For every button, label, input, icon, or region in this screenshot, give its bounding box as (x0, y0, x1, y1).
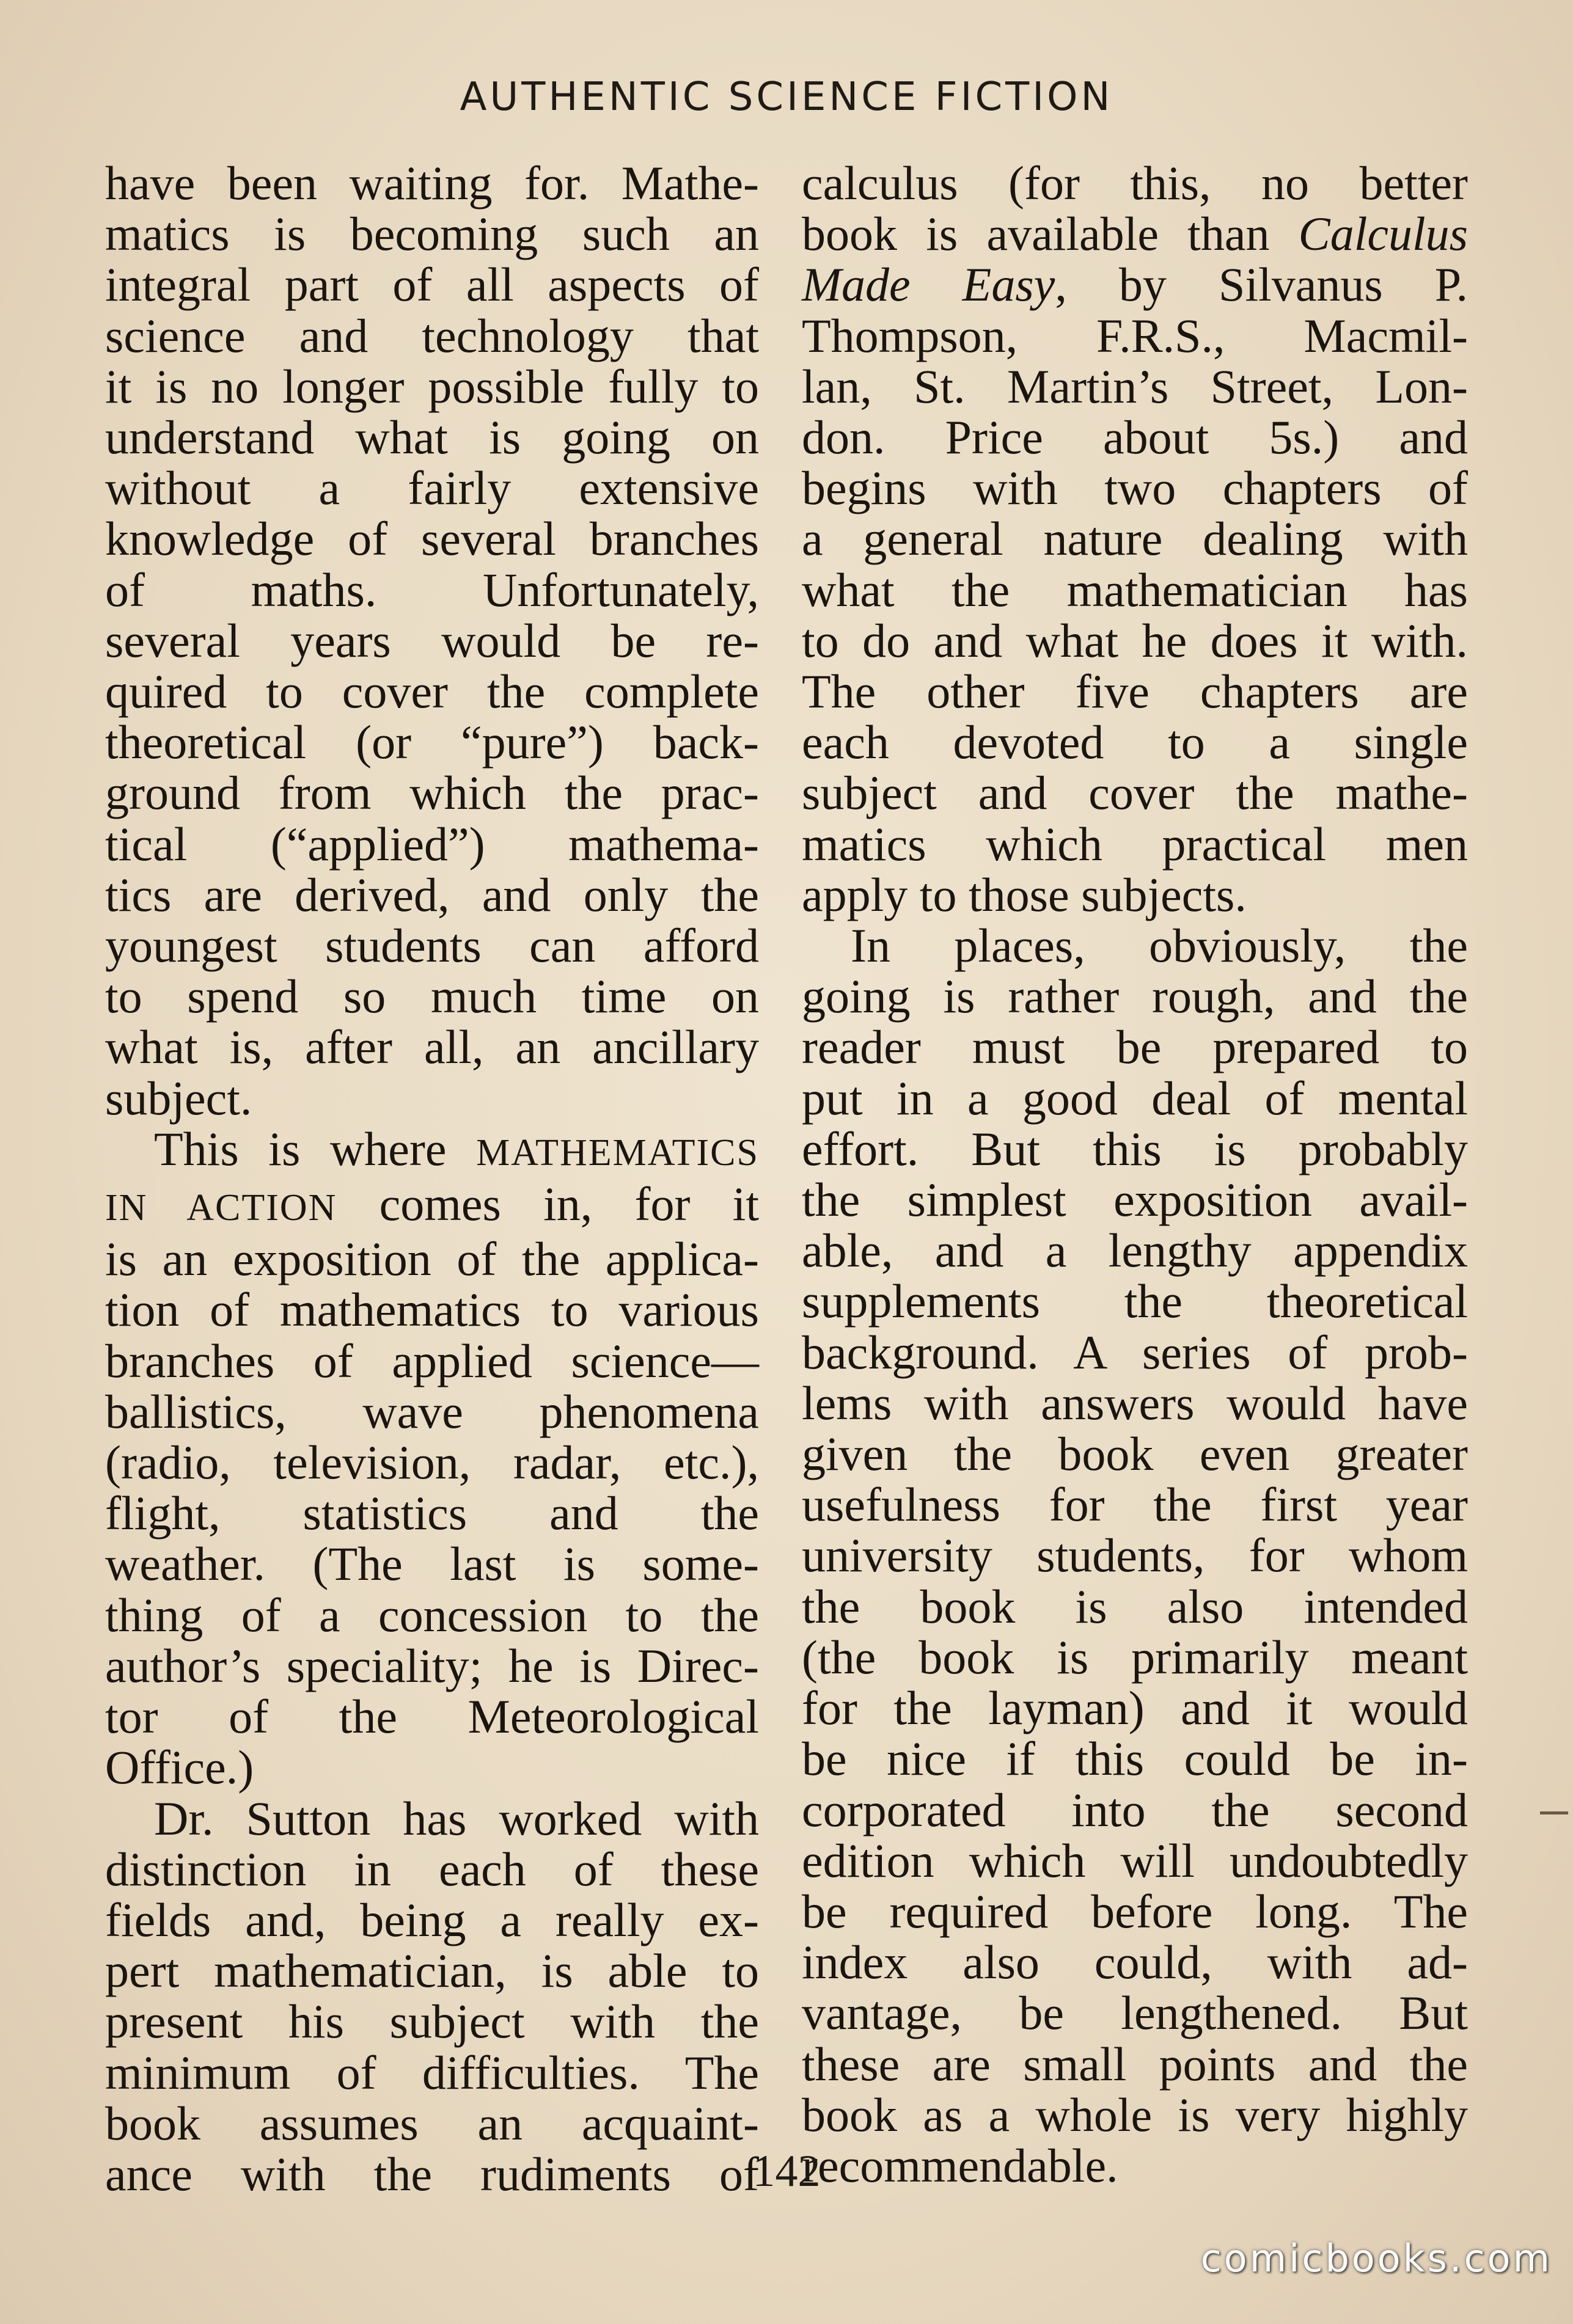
text-run: , by Silvanus P. (1055, 258, 1469, 312)
margin-mark (1540, 1811, 1568, 1814)
text-line: science and technology that (105, 309, 759, 362)
running-head: AUTHENTIC SCIENCE FICTION (460, 75, 1113, 120)
left-paragraph-3 (105, 1793, 759, 2200)
text-line (105, 1124, 759, 1178)
text-line: effort. But this is probably (802, 1122, 1468, 1175)
text-line: lems with answers would have (802, 1376, 1468, 1430)
text-line: tion of mathematics to various (105, 1283, 759, 1337)
text-line: a general nature dealing with (802, 512, 1468, 566)
text-line: author’s speciality; he is Direc- (105, 1639, 759, 1692)
text-line: these are small points and the (802, 2037, 1468, 2091)
text-line: for the layman) and it would (802, 1681, 1468, 1735)
text-line: begins with two chapters of (802, 461, 1468, 515)
text-line: to spend so much time on (105, 970, 759, 1023)
text-line: (the book is primarily meant (802, 1630, 1468, 1684)
left-column (105, 158, 759, 2199)
text-line: what is, after all, an ancillary (105, 1020, 759, 1074)
text-line: theoretical (or “pure”) back- (105, 715, 759, 769)
left-paragraph-2 (105, 1124, 759, 1793)
text-line: is an exposition of the applica- (105, 1232, 759, 1286)
text-line: The other five chapters are (802, 665, 1468, 718)
text-line: understand what is going on (105, 411, 759, 464)
text-line: quired to cover the complete (105, 665, 759, 718)
text-line: branches of applied science— (105, 1334, 759, 1387)
text-line: weather. (The last is some- (105, 1537, 759, 1591)
right-paragraph-1 (802, 158, 1468, 920)
text-line: reader must be prepared to (802, 1020, 1468, 1074)
book-title-small-caps: IN ACTION (105, 1187, 337, 1229)
text-line: (radio, television, radar, etc.), (105, 1436, 759, 1489)
text-line (105, 1178, 759, 1233)
text-line: thing of a concession to the (105, 1588, 759, 1642)
text-line: youngest students can afford (105, 919, 759, 973)
text-line: Office.) (105, 1741, 254, 1794)
text-line: given the book even greater (802, 1427, 1468, 1481)
text-line: matics is becoming such an (105, 207, 759, 261)
text-line: be required before long. The (802, 1884, 1468, 1938)
text-line: minimum of difficulties. The (105, 2045, 759, 2099)
text-line: vantage, be lengthened. But (802, 1986, 1468, 2040)
text-line: corporated into the second (802, 1783, 1468, 1836)
watermark-text: comicbooks.com (1200, 2236, 1552, 2281)
left-paragraph-1 (105, 158, 759, 1124)
text-line: book assumes an acquaint- (105, 2096, 759, 2150)
text-line: apply to those subjects. (802, 868, 1247, 921)
text-line: tical (“applied”) mathema- (105, 817, 759, 871)
text-line: background. A series of prob- (802, 1325, 1468, 1379)
text-line: In places, obviously, the (851, 919, 1468, 973)
text-line: able, and a lengthy appendix (802, 1224, 1468, 1277)
book-title-italic: Made Easy (802, 258, 1055, 312)
text-line: index also could, with ad- (802, 1935, 1468, 1989)
text-run: book is available than (802, 207, 1270, 261)
text-line: pert mathematician, is able to (105, 1944, 759, 1998)
text-line: integral part of all aspects of (105, 258, 759, 312)
text-line: to do and what he does it with. (802, 613, 1468, 667)
text-line: fields and, being a really ex- (105, 1893, 759, 1946)
text-line: Thompson, F.R.S., Macmil- (802, 309, 1468, 362)
text-line: without a fairly extensive (105, 461, 759, 515)
text-line: several years would be re- (105, 613, 759, 667)
text-line: what the mathematician has (802, 563, 1468, 616)
text-line: calculus (for this, no better (802, 156, 1468, 210)
text-line: supplements the theoretical (802, 1274, 1468, 1328)
text-line: put in a good deal of mental (802, 1071, 1468, 1125)
text-line: Dr. Sutton has worked with (154, 1791, 759, 1845)
text-line: flight, statistics and the (105, 1486, 759, 1540)
text-line: knowledge of several branches (105, 512, 759, 566)
text-run: This is where (154, 1122, 447, 1175)
text-line: don. Price about 5s.) and (802, 411, 1468, 464)
text-line: usefulness for the first year (802, 1478, 1468, 1532)
text-line: present his subject with the (105, 1995, 759, 2048)
text-line: lan, St. Martin’s Street, Lon- (802, 359, 1468, 413)
text-line: book as a whole is very highly (802, 2088, 1468, 2141)
text-line: it is no longer possible fully to (105, 359, 759, 413)
text-line: the simplest exposition avail- (802, 1173, 1468, 1227)
book-title-italic: Calculus (1298, 207, 1469, 261)
text-line: matics which practical men (802, 817, 1468, 871)
text-line: going is rather rough, and the (802, 970, 1468, 1023)
text-line: ance with the rudiments of (105, 2147, 759, 2201)
text-line: tics are derived, and only the (105, 868, 759, 921)
text-line: distinction in each of these (105, 1842, 759, 1896)
right-paragraph-2 (802, 920, 1468, 2191)
text-line (802, 259, 1468, 310)
text-line: ballistics, wave phenomena (105, 1384, 759, 1438)
text-line: have been waiting for. Mathe- (105, 156, 759, 210)
text-line: edition which will undoubtedly (802, 1833, 1468, 1887)
text-line: ground from which the prac- (105, 766, 759, 820)
text-line: tor of the Meteorological (105, 1690, 759, 1744)
text-line: of maths. Unfortunately, (105, 563, 759, 616)
text-line: subject. (105, 1071, 252, 1125)
page-number: 142 (752, 2146, 821, 2196)
text-line: subject and cover the mathe- (802, 766, 1468, 820)
right-column (802, 158, 1468, 2191)
text-line: university students, for whom (802, 1529, 1468, 1582)
text-line: recommendable. (802, 2138, 1118, 2192)
text-line (802, 208, 1468, 259)
text-line: be nice if this could be in- (802, 1732, 1468, 1786)
book-title-small-caps: MATHEMATICS (476, 1131, 759, 1174)
text-line: the book is also intended (802, 1579, 1468, 1633)
text-line: each devoted to a single (802, 715, 1468, 769)
text-run: comes in, for it (379, 1177, 760, 1231)
